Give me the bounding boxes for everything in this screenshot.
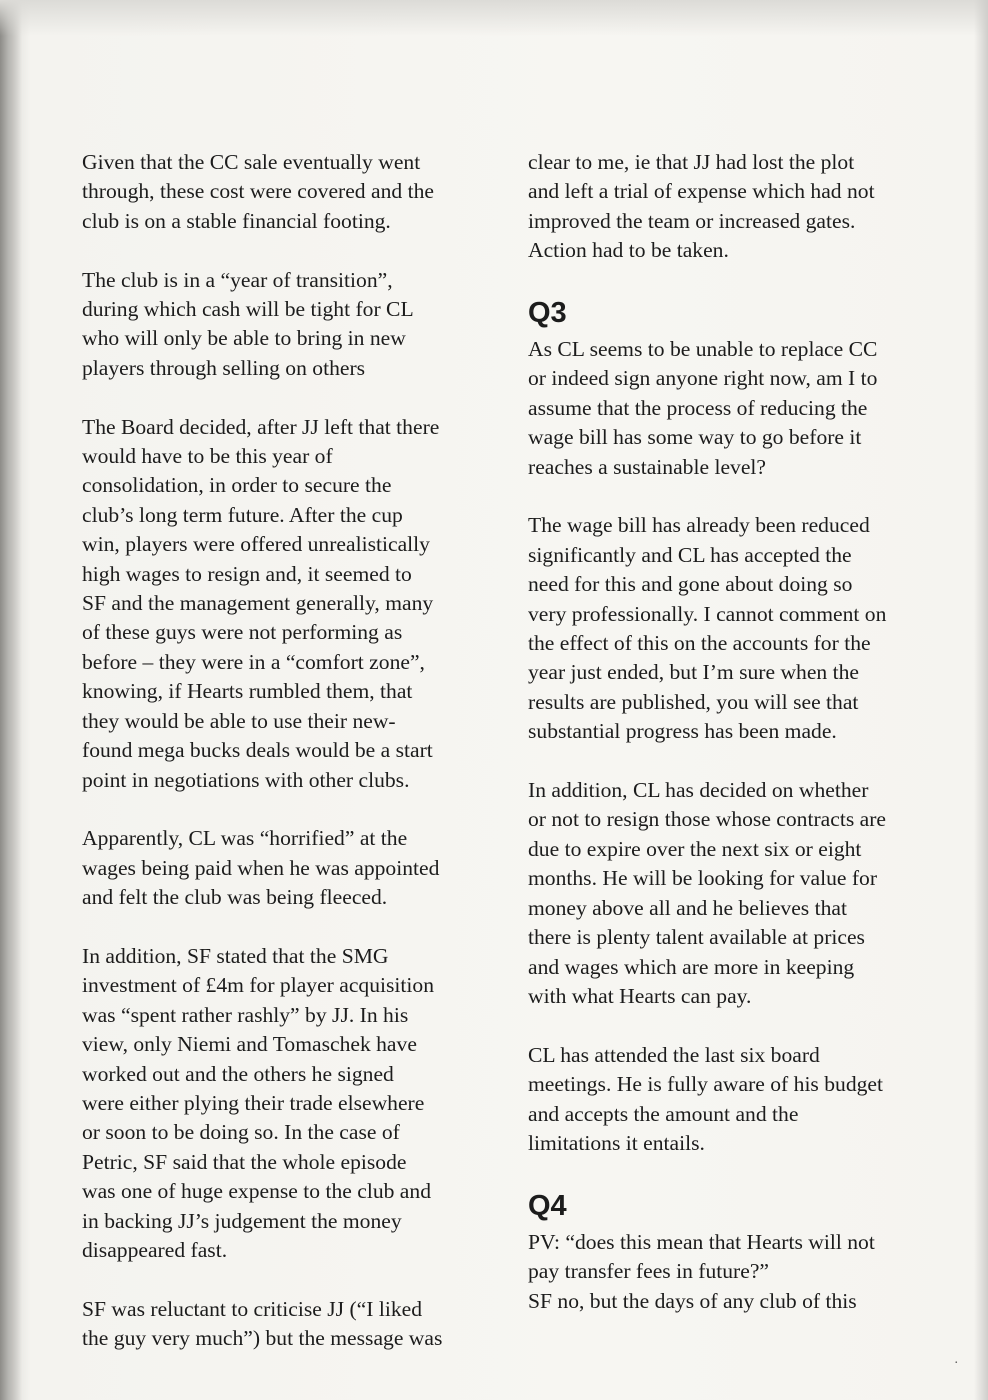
paragraph: CL has attended the last six board meetings. He is fully aware of his budget and accepts the amount and the limitations it entails.	[528, 1042, 884, 1155]
book-gutter-shadow	[0, 0, 22, 1400]
margin-dot: .	[954, 1352, 958, 1367]
left-text-column	[82, 148, 512, 1383]
right-text-column	[528, 148, 958, 1345]
page-top-edge	[0, 0, 988, 36]
paragraph: In addition, CL has decided on whether or not to resign those whose contracts are due to expire over the next six or eight months. He will be looking for value for money above all and he believes that there is plenty talent available at prices and wages which are more in keeping with what Hearts can pay.	[528, 778, 886, 1008]
paragraph: The club is in a “year of transition”, during which cash will be tight for CL who will only be able to bring in new players through selling on others	[82, 267, 414, 380]
paragraph: The Board decided, after JJ left that there would have to be this year of consolidation, in order to secure the club’s long term future. After the cup win, players were offered unrealistically high wages to resign and, it seemed to SF and the management generally, many of these guys were not performing as before – they were in a “comfort zone”, knowing, if Hearts rumbled them, that they would be able to use their new- found mega bucks deals would be a start point in negotiations with other clubs.	[82, 414, 440, 792]
paragraph: As CL seems to be unable to replace CC or indeed sign anyone right now, am I to assume that the process of reducing the wage bill has some way to go before it reaches a sustainable level?	[528, 337, 878, 479]
paragraph: In addition, SF stated that the SMG investment of £4m for player acquisition was “spent rather rashly” by JJ. In his view, only Niemi and Tomaschek have worked out and the others he signed were either plying their trade elsewhere or soon to be doing so. In the case of Petric, SF said that the whole episode was one of huge expense to the club and in backing JJ’s judgement the money disappeared fast.	[82, 943, 435, 1262]
page-right-edge	[974, 0, 988, 1400]
paragraph: Apparently, CL was “horrified” at the wages being paid when he was appointed and felt the club was being fleeced.	[82, 826, 440, 910]
paragraph: PV: “does this mean that Hearts will not pay transfer fees in future?” SF no, but the days of any club of this	[528, 1229, 875, 1313]
question-heading-q3: Q3	[528, 297, 567, 330]
paragraph: clear to me, ie that JJ had lost the plot and left a trial of expense which had not improved the team or increased gates. Action had to be taken.	[528, 150, 875, 263]
paragraph: SF was reluctant to criticise JJ (“I liked the guy very much”) but the message was	[82, 1296, 443, 1351]
paragraph: Given that the CC sale eventually went through, these cost were covered and the club is on a stable financial footing.	[82, 150, 434, 233]
question-heading-q4: Q4	[528, 1189, 567, 1222]
paragraph: The wage bill has already been reduced significantly and CL has accepted the need for this and gone about doing so very professionally. I cannot comment on the effect of this on the accounts for the year just ended, but I’m sure when the results are published, you will see that substantial progress has been made.	[528, 513, 887, 744]
